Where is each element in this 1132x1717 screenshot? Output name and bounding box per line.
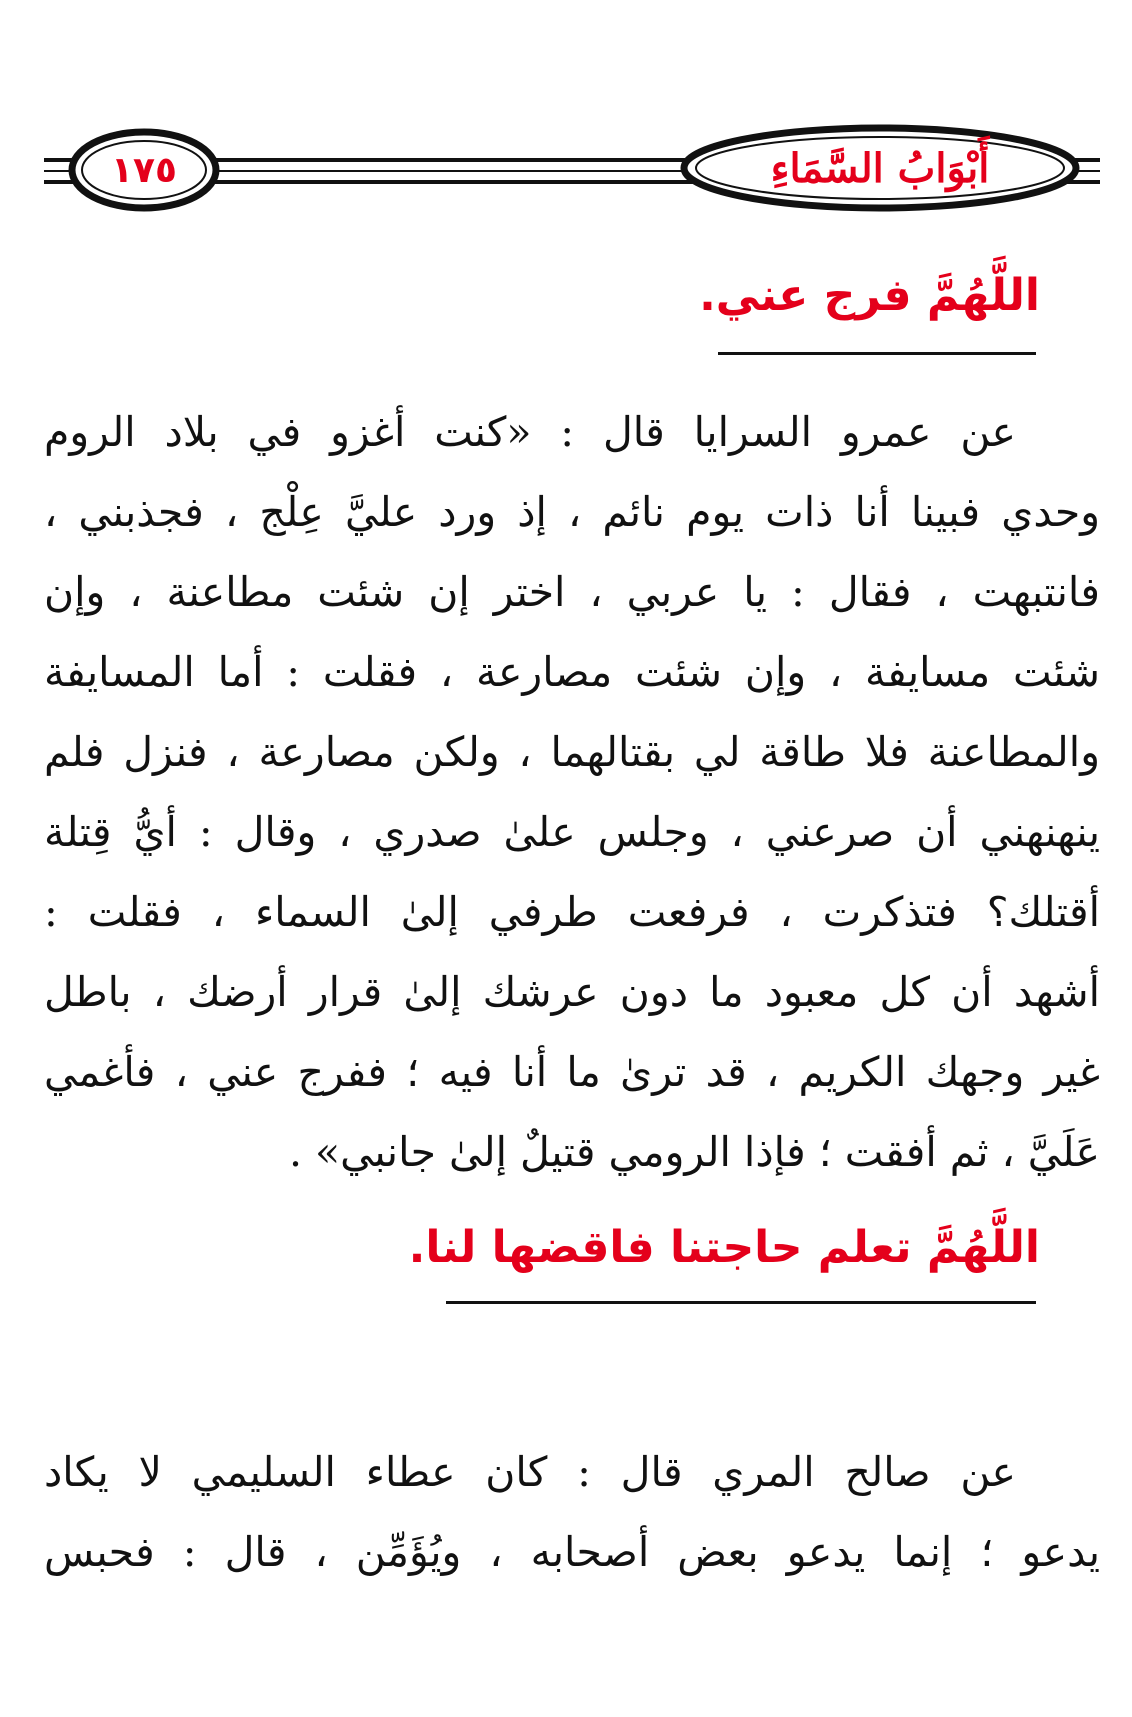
text-line: عن صالح المري قال : كان عطاء السليمي لا يكاد bbox=[44, 1448, 1016, 1496]
paragraph-2 bbox=[44, 1432, 1100, 1592]
section-heading-2: اللَّهُمَّ تعلم حاجتنا فاقضها لنا. bbox=[408, 1222, 1040, 1273]
text-line: عَلَيَّ ، ثم أفقت ؛ فإذا الرومي قتيلٌ إلىٰ جانبي» . bbox=[288, 1128, 1100, 1176]
text-line: أقتلك؟ فتذكرت ، فرفعت طرفي إلىٰ السماء ، فقلت : bbox=[44, 888, 1100, 936]
paragraph-1 bbox=[44, 392, 1100, 1192]
text-line: ينهنهني أن صرعني ، وجلس علىٰ صدري ، وقال : أيُّ قِتلة bbox=[44, 808, 1100, 856]
text-line: أشهد أن كل معبود ما دون عرشك إلىٰ قرار أرضك ، باطل bbox=[44, 968, 1100, 1016]
text-line: يدعو ؛ إنما يدعو بعض أصحابه ، ويُؤَمِّن ، قال : فحبس bbox=[44, 1528, 1100, 1576]
text-line: شئت مسايفة ، وإن شئت مصارعة ، فقلت : أما المسايفة bbox=[44, 648, 1100, 696]
text-line: غير وجهك الكريم ، قد ترىٰ ما أنا فيه ؛ ففرج عني ، فأغمي bbox=[44, 1048, 1100, 1096]
book-title: أَبْوَابُ السَّمَاءِ bbox=[770, 144, 990, 192]
text-line: عن عمرو السرايا قال : «كنت أغزو في بلاد الروم bbox=[44, 408, 1016, 456]
text-line: والمطاعنة فلا طاقة لي بقتالهما ، ولكن مصارعة ، فنزل فلم bbox=[44, 728, 1100, 776]
heading-underline-2 bbox=[446, 1301, 1036, 1304]
section-heading-1: اللَّهُمَّ فرج عني. bbox=[699, 270, 1040, 321]
page-number: ١٧٥ bbox=[111, 149, 177, 191]
text-line: وحدي فبينا أنا ذات يوم نائم ، إذ ورد عليَّ عِلْج ، فجذبني ، bbox=[44, 488, 1100, 536]
header-ornament bbox=[0, 0, 1132, 260]
page-header bbox=[0, 0, 1132, 260]
heading-underline-1 bbox=[718, 352, 1036, 355]
text-line: فانتبهت ، فقال : يا عربي ، اختر إن شئت مطاعنة ، وإن bbox=[44, 568, 1100, 616]
